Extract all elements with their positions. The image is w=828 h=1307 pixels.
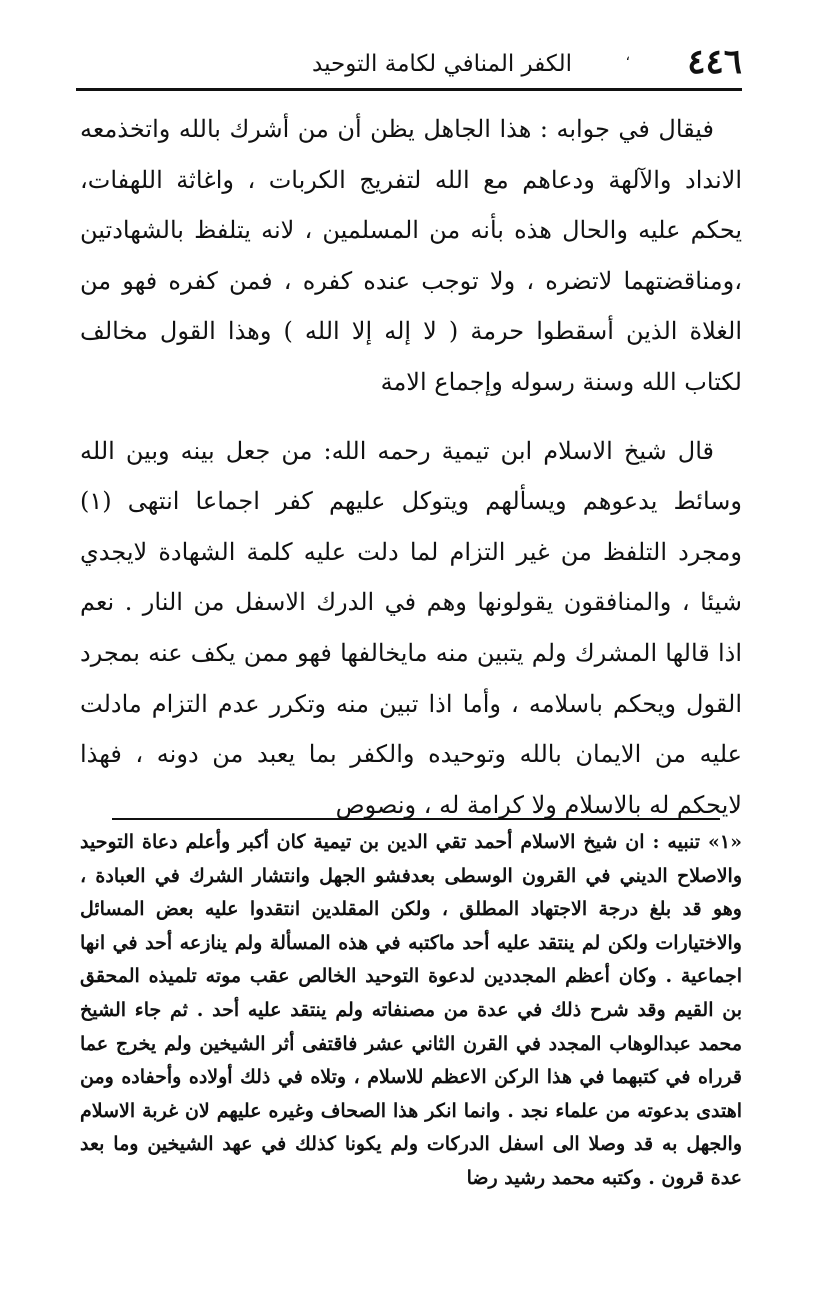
footnote [80, 826, 742, 1196]
page-number: ٤٤٦ [687, 42, 742, 82]
running-title: الكفر المنافي لكامة التوحيد [312, 51, 572, 77]
footnote-divider [112, 818, 720, 820]
paragraph-1: فيقال في جوابه : هذا الجاهل يظن أن من أشرك بالله واتخذمعه الانداد والآلهة ودعاهم مع الله لتفريج الكربات ، واغاثة اللهفات، يحكم عليه والحال هذه بأنه من المسلمين ، لانه يتلفظ بالشهادتين ،ومناقضتهما لاتضره ، ولا توجب عنده كفره ، فمن كفره فهو من الغلاة الذين أسقطوا حرمة ( لا إله إلا الله ) وهذا القول مخالف لكتاب الله وسنة رسوله وإجماع الامة [80, 115, 742, 396]
footnote-text: «١» تنبيه : ان شيخ الاسلام أحمد تقي الدين بن تيمية كان أكبر وأعلم دعاة التوحيد والاصلاح الديني في القرون الوسطى بعدفشو الجهل وانتشار الشرك في العبادة ، وهو قد بلغ درجة الاجتهاد المطلق ، ولكن المقلدين انتقدوا عليه بعض المسائل والاختيارات ولكن لم ينتقد عليه أحد ماكتبه في هذه المسألة ولم ينازعه أحد في انها اجماعية . وكان أعظم المجددين لدعوة التوحيد الخالص عقب موته تلميذه المحقق بن القيم وقد شرح ذلك في عدة من مصنفاته ولم ينتقد عليه أحد . ثم جاء الشيخ محمد عبدالوهاب المجدد في القرن الثاني عشر فاقتفى أثر الشيخين ولم يخرج عما قرراه في كتبهما في هذا الركن الاعظم للاسلام ، وتلاه في ذلك أولاده وأحفاده ومن اهتدى بدعوته من علماء نجد . وانما انكر هذا الصحاف وغيره عليهم لان غربة الاسلام والجهل به قد وصلا الى اسفل الدركات ولم يكونا كذلك في عهد الشيخين وما بعد عدة قرون . وكتبه محمد رشيد رضا [80, 831, 742, 1189]
page-header [76, 40, 742, 84]
main-text [80, 104, 742, 830]
header-mark: ، [625, 48, 630, 64]
paragraph-2: قال شيخ الاسلام ابن تيمية رحمه الله: من جعل بينه وبين الله وسائط يدعوهم ويسألهم ويتوكل عليهم كفر اجماعا انتهى (١) ومجرد التلفظ من غير التزام لما دلت عليه كلمة الشهادة لايجدي شيئا ، والمنافقون يقولونها وهم في الدرك الاسفل من النار . نعم اذا قالها المشرك ولم يتبين منه مايخالفها فهو ممن يكف عنه بمجرد القول ويحكم باسلامه ، وأما اذا تبين منه وتكرر عدم التزام مادلت عليه من الايمان بالله وتوحيده والكفر بما يعبد من دونه ، فهذا لايحكم له بالاسلام ولا كرامة له ، ونصوص [80, 436, 742, 819]
header-rule [76, 88, 742, 91]
